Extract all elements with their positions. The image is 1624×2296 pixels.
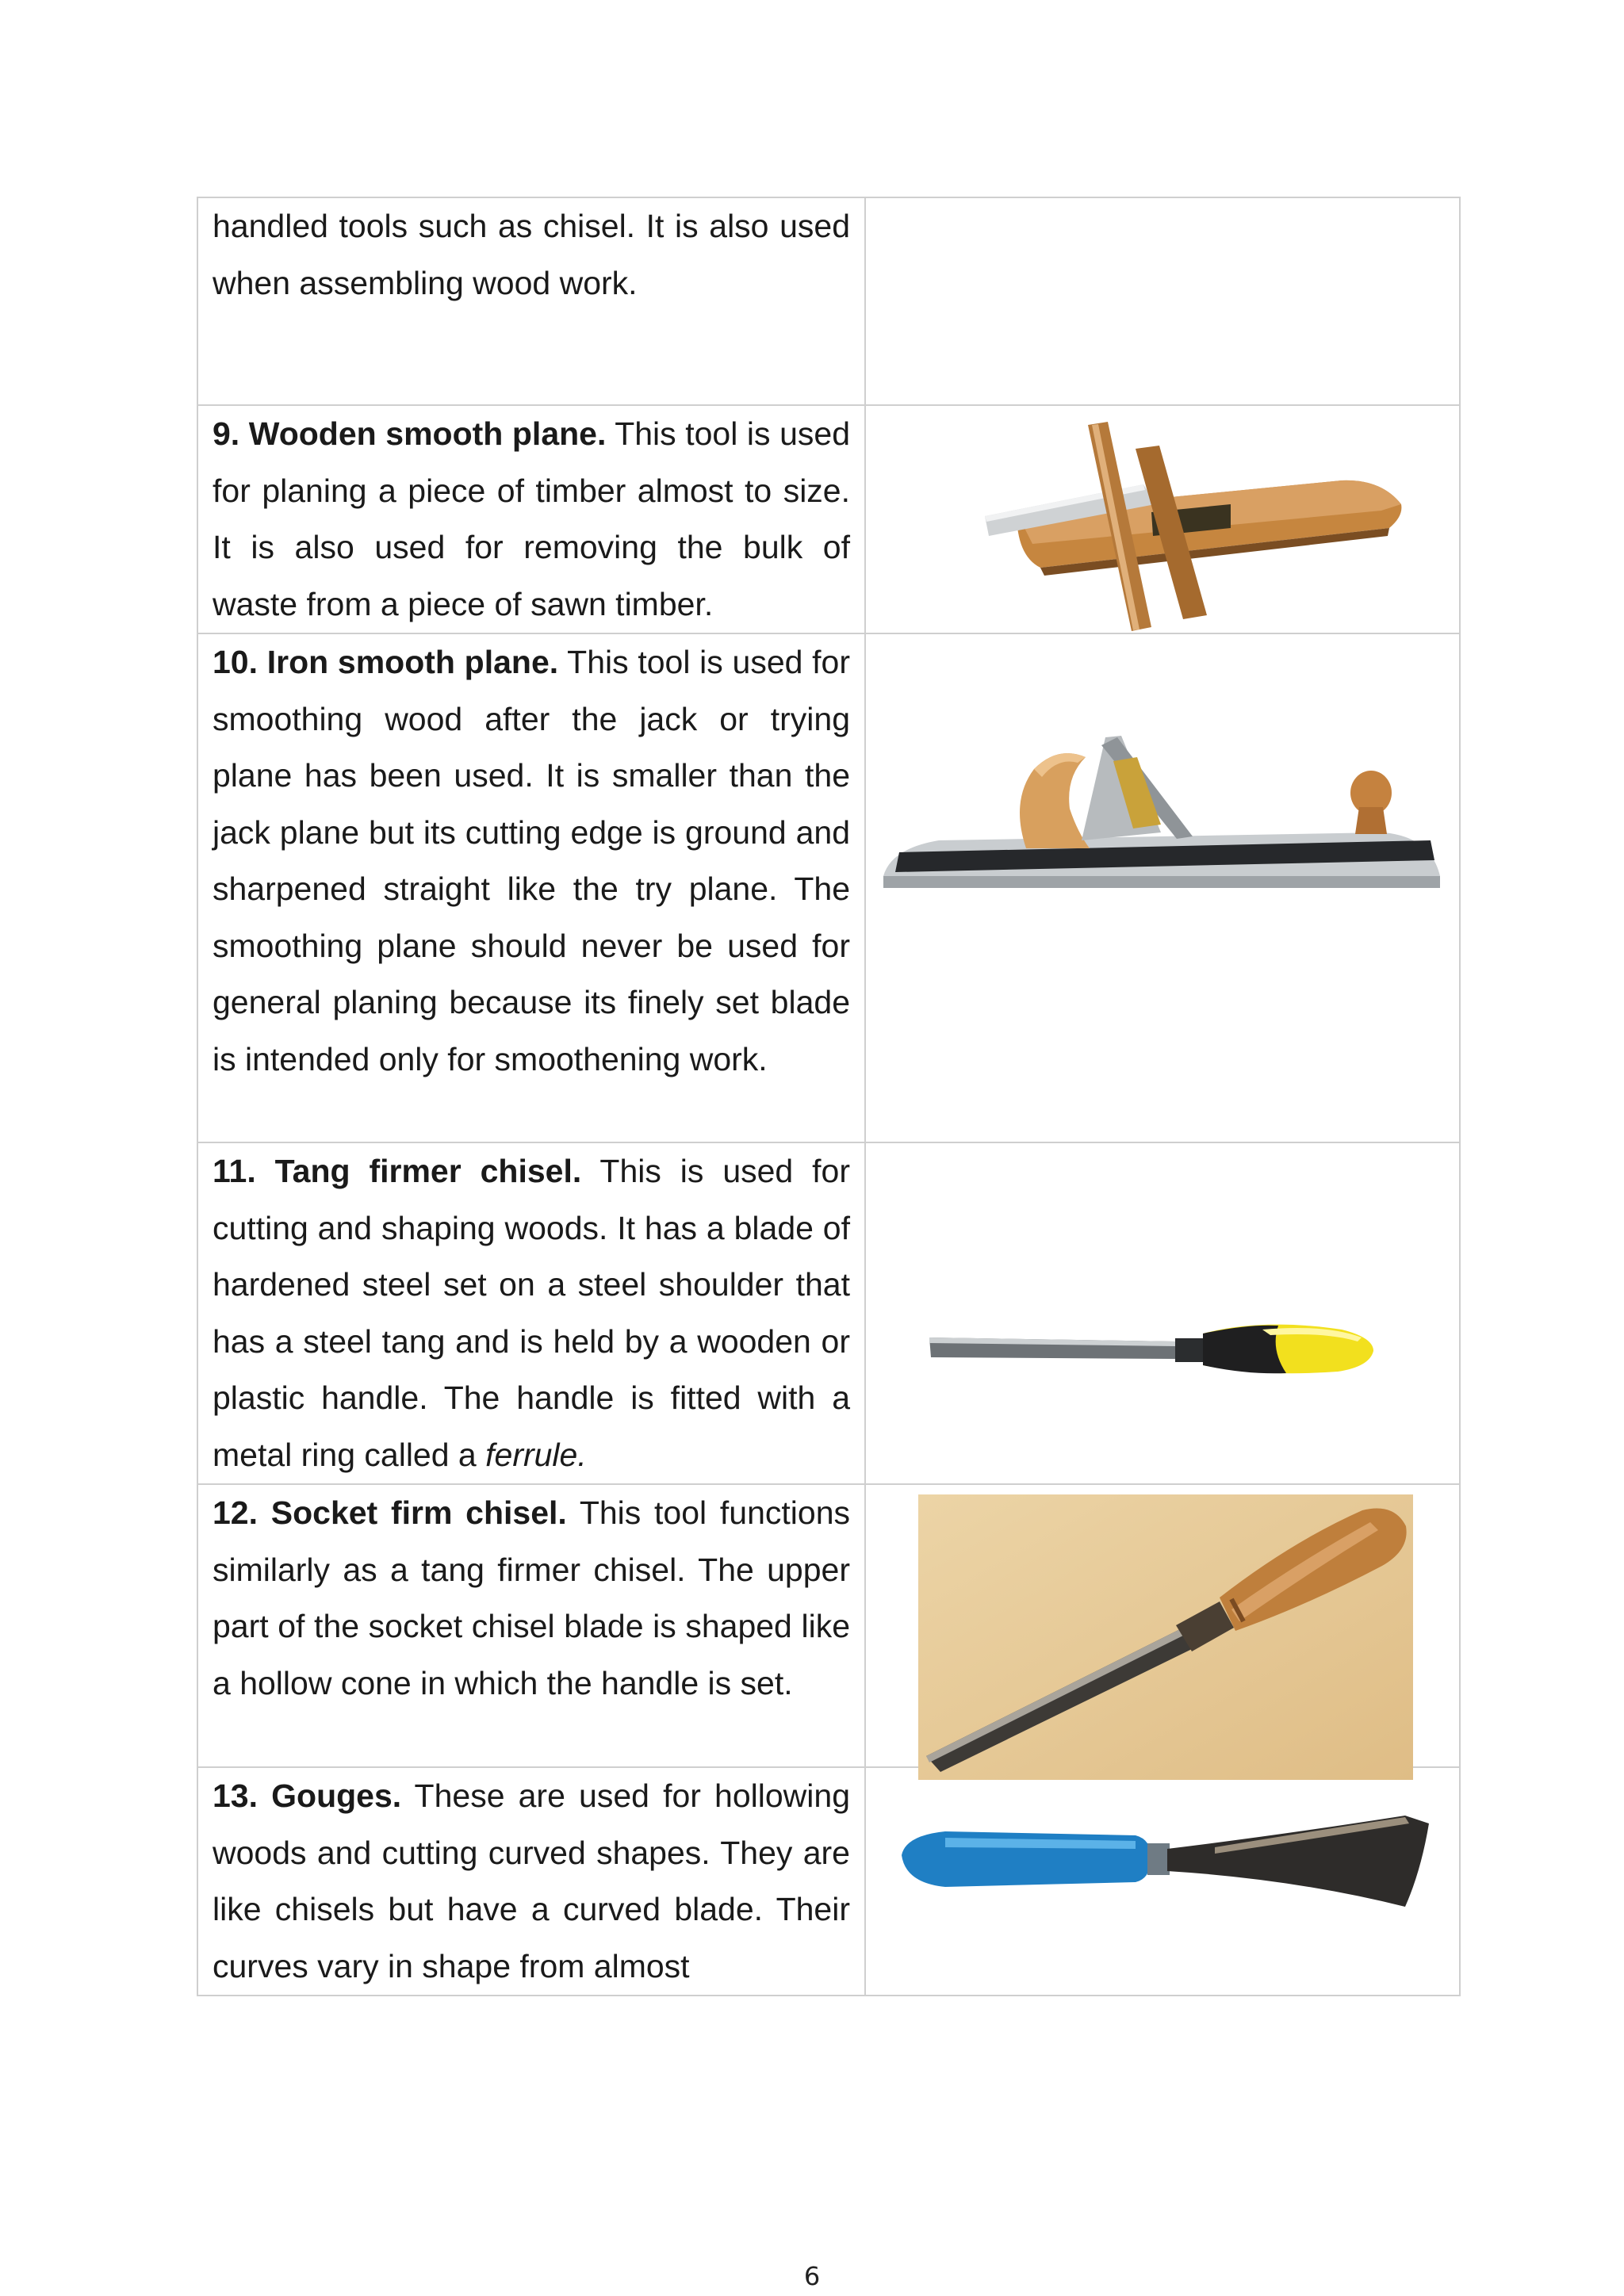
image-cell (865, 1767, 1460, 1996)
table-row (197, 1484, 1460, 1767)
tool-description (213, 1143, 850, 1483)
tool-heading: 9. Wooden smooth plane. (213, 415, 607, 452)
gouge-photo (898, 1800, 1437, 1927)
tool-description (213, 1768, 850, 1995)
row-body: This tool functions similarly as a tang firmer chisel. The upper part of the socket chisel blade is shaped like a hollow cone in which the handle is set. (213, 1494, 851, 1701)
description-cell (197, 1142, 865, 1484)
image-cell-empty (865, 197, 1460, 405)
page-number: 6 (803, 2261, 821, 2291)
emphasis-term: ferrule. (485, 1436, 587, 1473)
table-row (197, 1767, 1460, 1996)
tool-description (213, 634, 850, 1088)
table-row (197, 197, 1460, 405)
tool-heading: 11. Tang firmer chisel. (213, 1153, 582, 1189)
description-cell (197, 197, 865, 405)
description-cell (197, 1484, 865, 1767)
row-body: This is used for cutting and shaping woods. It has a blade of hardened steel set on a steel shoulder that has a steel tang and is held by a wooden or plastic handle. The handle is fitted with a metal ring called a (213, 1153, 850, 1473)
image-cell (865, 1484, 1460, 1767)
table-row (197, 1142, 1460, 1484)
row-body: This tool is used for planing a piece of timber almost to size. It is also used for removing the bulk of waste from a piece of sawn timber. (213, 415, 850, 622)
tool-description (213, 198, 850, 312)
tool-description (213, 1485, 850, 1712)
tool-description (213, 406, 850, 633)
tool-heading: 12. Socket firm chisel. (213, 1494, 567, 1531)
tools-table (197, 197, 1461, 1996)
image-cell (865, 1142, 1460, 1484)
description-cell (197, 1767, 865, 1996)
image-cell (865, 633, 1460, 1142)
row-body: handled tools such as chisel. It is also used when assembling wood work. (213, 208, 850, 301)
table-row (197, 633, 1460, 1142)
row-body: This tool is used for smoothing wood after the jack or trying plane has been used. It is smaller than the jack plane but its cutting edge is ground and sharpened straight like the try plane. The smoothing plane should never be used for general planing because its finely set blade is intended only for smoothening work. (213, 644, 851, 1077)
iron-smooth-plane-photo (875, 714, 1446, 912)
tang-firmer-chisel-photo (929, 1302, 1421, 1397)
description-cell (197, 405, 865, 633)
row-body: These are used for hollowing woods and cutting curved shapes. They are like chisels but have a curved blade. Their curves vary in shape from almost (213, 1777, 850, 1984)
socket-firm-chisel-photo (918, 1494, 1413, 1780)
wooden-smooth-plane-photo (969, 417, 1413, 631)
table-row (197, 405, 1460, 633)
description-cell (197, 633, 865, 1142)
tool-heading: 10. Iron smooth plane. (213, 644, 559, 680)
image-cell (865, 405, 1460, 633)
tool-heading: 13. Gouges. (213, 1777, 402, 1814)
